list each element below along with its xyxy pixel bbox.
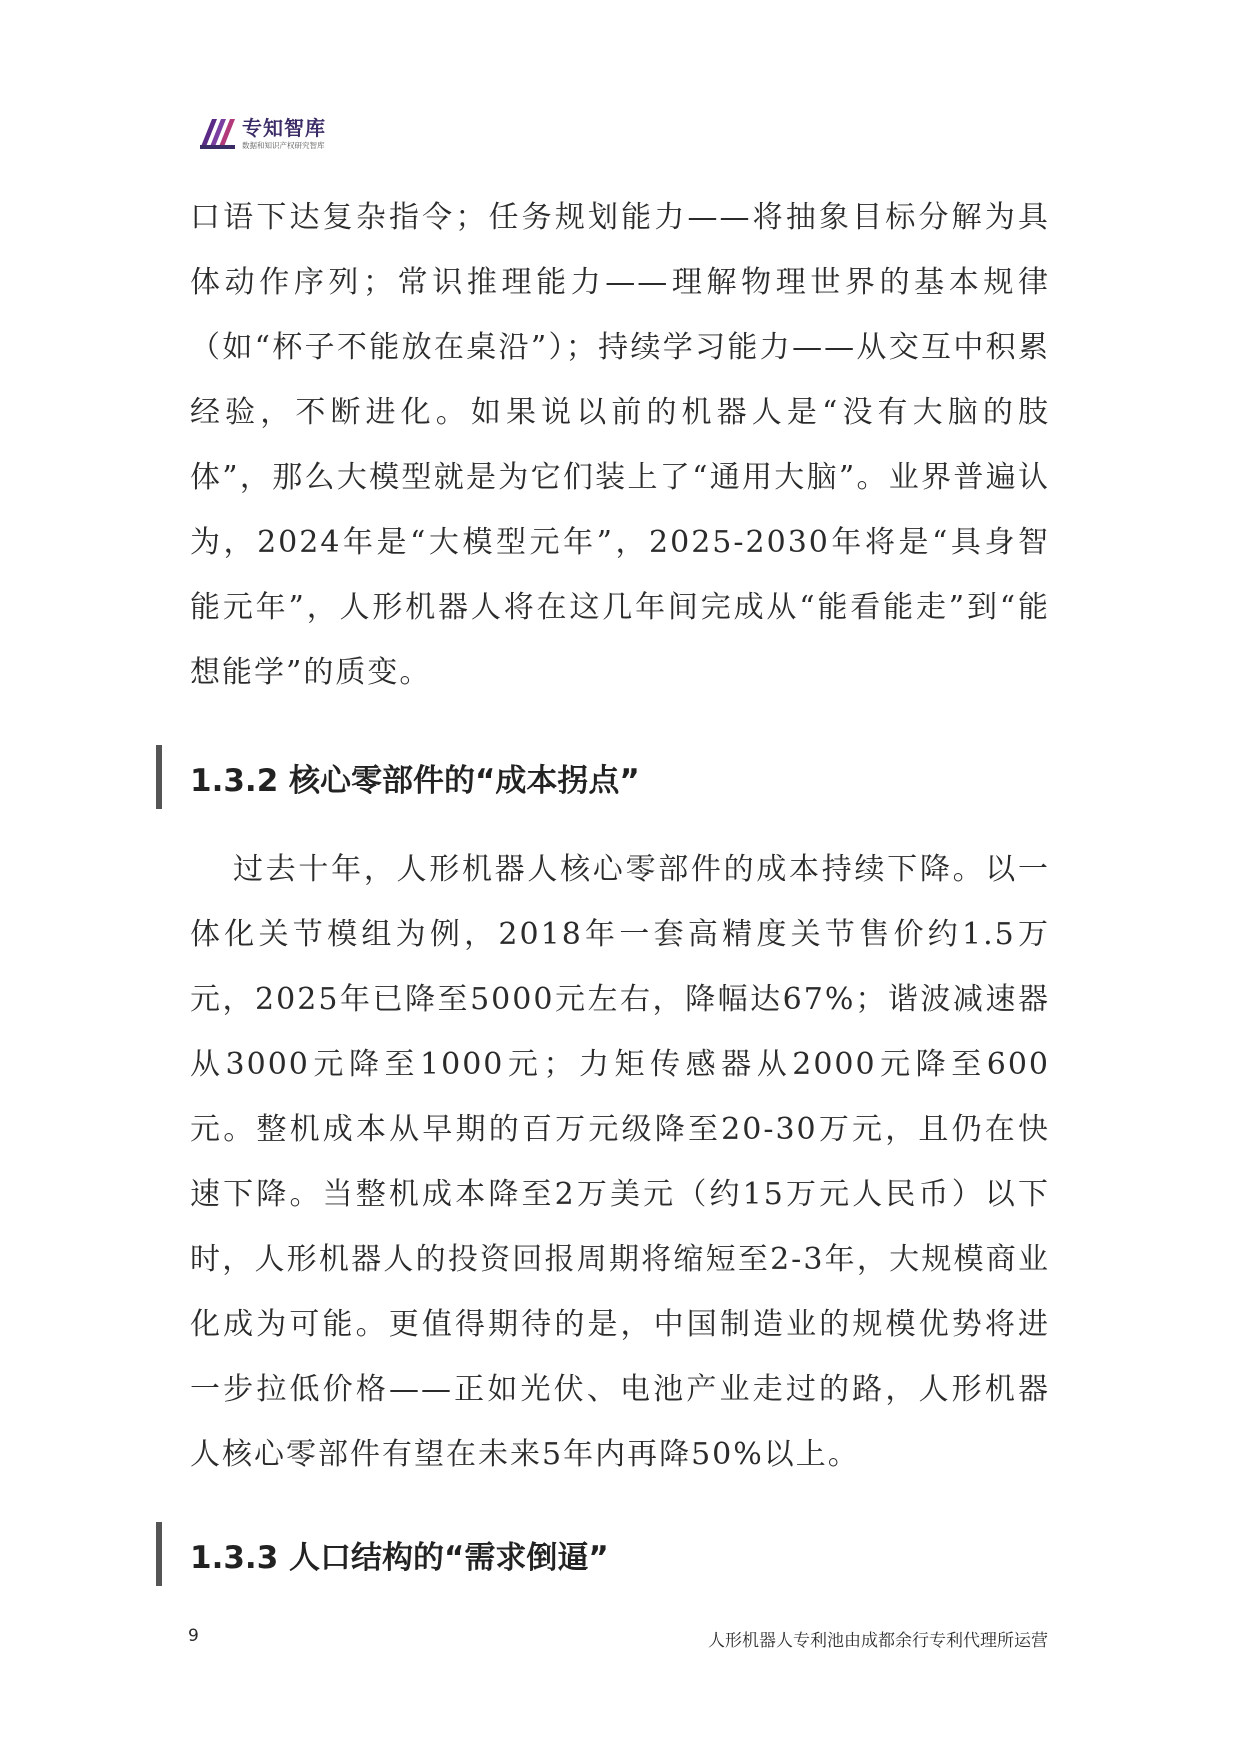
section-heading-1-3-3 (156, 1522, 609, 1586)
zhuanzhi-logo-icon (198, 115, 236, 153)
footer-text: 人形机器人专利池由成都余行专利代理所运营 (708, 1631, 1048, 1651)
logo-name: 专知智库 (242, 116, 326, 140)
section-bar (156, 745, 162, 809)
body-paragraph-1: 口语下达复杂指令；任务规划能力——将抽象目标分解为具体动作序列；常识推理能力——理解物理世界的基本规律（如“杯子不能放在桌沿”）；持续学习能力——从交互中积累经验，不断进化。如果说以前的机器人是“没有大脑的肢体”，那么大模型就是为它们装上了“通用大脑”。业界普遍认为，2024年是“大模型元年”，2025-2030年将是“具身智能元年”，人形机器人将在这几年间完成从“能看能走”到“能想能学”的质变。 (190, 200, 1050, 690)
brand-logo (198, 112, 326, 156)
section-heading-1-3-2 (156, 745, 640, 809)
section-title: 1.3.2 核心零部件的“成本拐点” (190, 762, 640, 799)
section-bar (156, 1522, 162, 1586)
logo-subtitle: 数据和知识产权研究智库 (242, 141, 325, 150)
body-paragraph-2: 过去十年，人形机器人核心零部件的成本持续下降。以一体化关节模组为例，2018年一套高精度关节售价约1.5万元，2025年已降至5000元左右，降幅达67%；谐波减速器从3000元降至1000元；力矩传感器从2000元降至600元。整机成本从早期的百万元级降至20-30万元，且仍在快速下降。当整机成本降至2万美元（约15万元人民币）以下时，人形机器人的投资回报周期将缩短至2-3年，大规模商业化成为可能。更值得期待的是，中国制造业的规模优势将进一步拉低价格——正如光伏、电池产业走过的路，人形机器人核心零部件有望在未来5年内再降50%以上。 (190, 852, 1050, 1472)
section-title: 1.3.3 人口结构的“需求倒逼” (190, 1539, 609, 1576)
page-number: 9 (188, 1626, 199, 1646)
